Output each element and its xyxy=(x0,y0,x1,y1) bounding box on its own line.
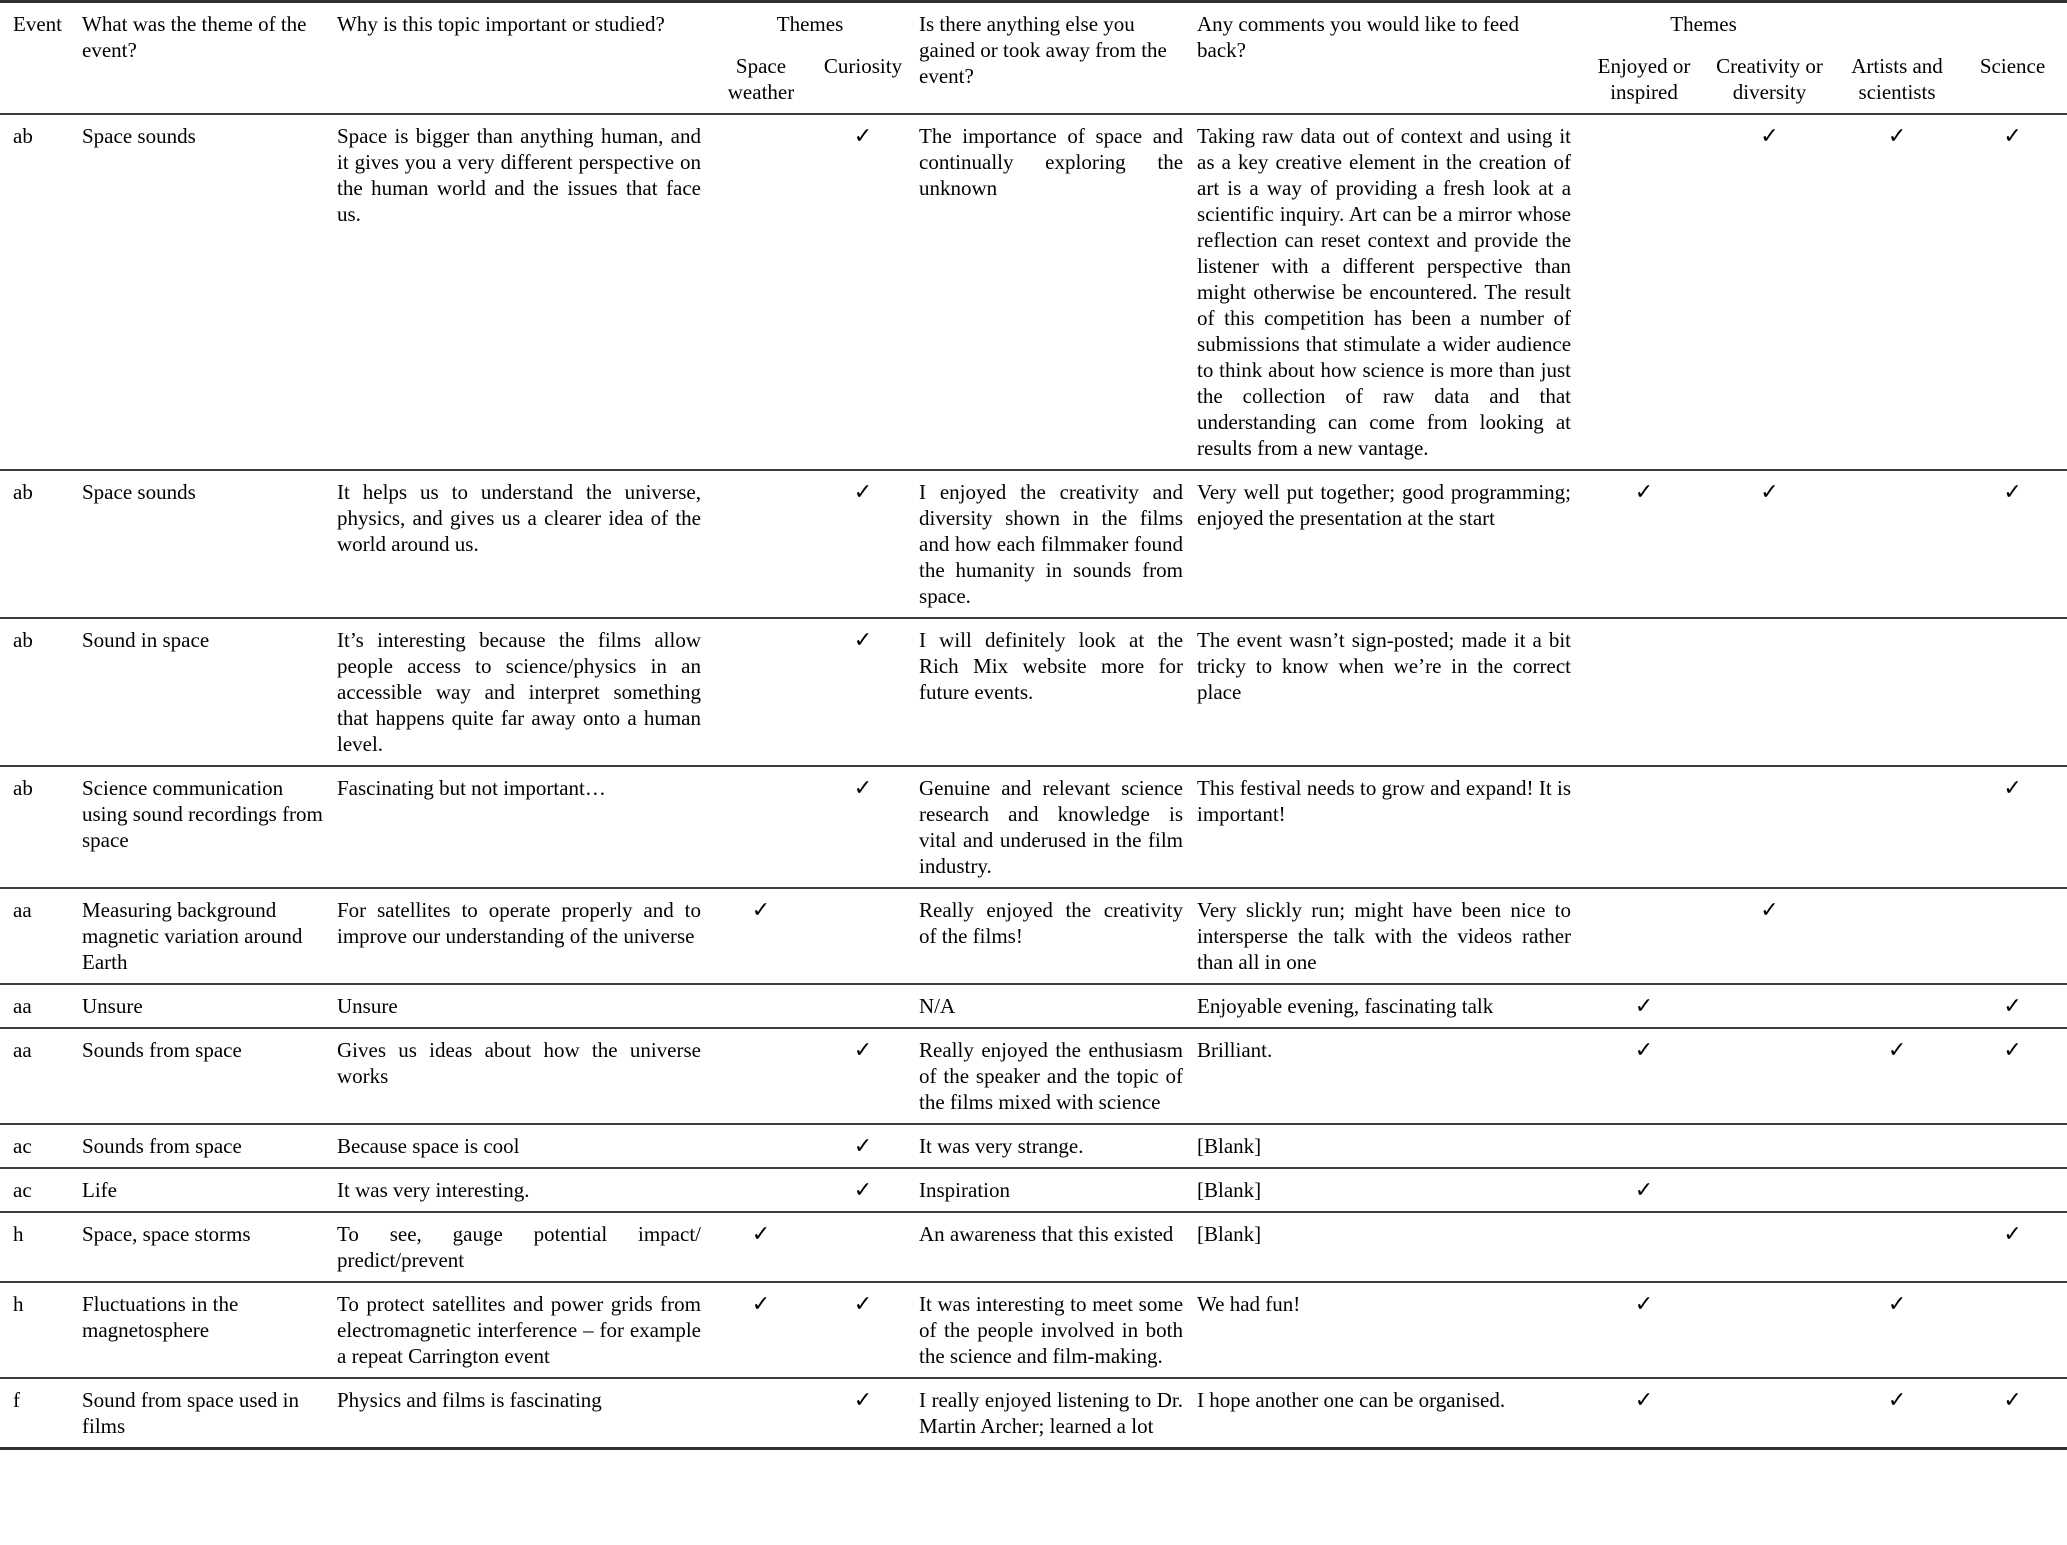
curiosity-checkmark-cell: ✓ xyxy=(853,775,873,800)
column-header-space-weather: Space weather xyxy=(727,54,795,104)
theme-cell: Unsure xyxy=(82,994,143,1018)
why-important-cell: Unsure xyxy=(337,994,398,1018)
table-row xyxy=(0,1168,2067,1212)
science-checkmark-cell: ✓ xyxy=(2003,479,2022,504)
space-weather-checkmark-cell: ✓ xyxy=(751,1291,771,1316)
table-row xyxy=(0,1378,2067,1449)
gained-cell: Genuine and relevant science research and knowledge is vital and underused in the film industry. xyxy=(919,776,1184,878)
artists-checkmark-cell: ✓ xyxy=(1887,1291,1907,1316)
creativity-checkmark-cell: ✓ xyxy=(1760,479,1779,504)
space-weather-checkmark-cell xyxy=(715,1124,807,1168)
space-weather-checkmark-cell: ✓ xyxy=(751,897,771,922)
artists-checkmark-cell xyxy=(1836,1124,1958,1168)
table-row xyxy=(0,618,2067,766)
why-important-cell: It was very interesting. xyxy=(337,1178,530,1202)
comments-cell: [Blank] xyxy=(1197,1222,1262,1246)
curiosity-checkmark-cell: ✓ xyxy=(853,1177,873,1202)
creativity-checkmark-cell: ✓ xyxy=(1760,897,1779,922)
gained-cell: Really enjoyed the enthusiasm of the speaker and the topic of the films mixed with science xyxy=(919,1038,1184,1114)
comments-cell: Very slickly run; might have been nice to intersperse the talk with the videos rather than all in one xyxy=(1197,898,1572,974)
event-code-cell: ac xyxy=(13,1134,32,1158)
event-code-cell: ac xyxy=(13,1178,32,1202)
artists-checkmark-cell xyxy=(1836,1168,1958,1212)
column-header-comments: Any comments you would like to feed back? xyxy=(1197,12,1519,62)
science-checkmark-cell: ✓ xyxy=(2003,993,2022,1018)
comments-cell: Enjoyable evening, fascinating talk xyxy=(1197,994,1494,1018)
gained-cell: Inspiration xyxy=(919,1178,1010,1202)
event-code-cell: f xyxy=(13,1388,20,1412)
artists-checkmark-cell xyxy=(1836,470,1958,618)
column-header-enjoyed: Enjoyed or inspired xyxy=(1597,54,1691,104)
science-checkmark-cell: ✓ xyxy=(2003,1387,2022,1412)
theme-cell: Sound in space xyxy=(82,628,210,652)
comments-cell: Very well put together; good programming; enjoyed the presentation at the start xyxy=(1197,480,1572,530)
event-code-cell: ab xyxy=(13,124,33,148)
why-important-cell: Space is bigger than anything human, and it gives you a very different perspective on the human world and the issues that face us. xyxy=(337,124,701,226)
why-important-cell: For satellites to operate properly and to improve our understanding of the universe xyxy=(337,898,701,948)
enjoyed-checkmark-cell: ✓ xyxy=(1634,1291,1654,1316)
artists-checkmark-cell: ✓ xyxy=(1887,1037,1907,1062)
theme-cell: Measuring background magnetic variation around Earth xyxy=(82,898,303,974)
theme-cell: Science communication using sound recordings from space xyxy=(82,776,323,852)
comments-cell: Taking raw data out of context and using it as a key creative element in the creation of art is a way of providing a fresh look at a scientific inquiry. Art can be a mirror whose reflection can reset context and provide the listener with a different perspective than might otherwise be encountered. The result of this competition has been a number of submissions that stimulate a wider audience to think about how science is more than just the collection of raw data and that understanding can come from looking at results from a new vantage. xyxy=(1197,124,1572,460)
comments-cell: The event wasn’t sign-posted; made it a bit tricky to know when we’re in the correct place xyxy=(1197,628,1572,704)
artists-checkmark-cell xyxy=(1836,888,1958,984)
artists-checkmark-cell: ✓ xyxy=(1887,1387,1907,1412)
column-header-creativity: Creativity or diversity xyxy=(1716,54,1823,104)
science-checkmark-cell xyxy=(1958,1168,2067,1212)
event-code-cell: ab xyxy=(13,480,33,504)
space-weather-checkmark-cell xyxy=(715,984,807,1028)
science-checkmark-cell xyxy=(1958,618,2067,766)
space-weather-checkmark-cell xyxy=(715,1028,807,1124)
table-header xyxy=(0,2,2067,115)
table-row xyxy=(0,1124,2067,1168)
table-row xyxy=(0,888,2067,984)
enjoyed-checkmark-cell xyxy=(1585,888,1703,984)
enjoyed-checkmark-cell: ✓ xyxy=(1634,479,1654,504)
comments-cell: This festival needs to grow and expand! It is important! xyxy=(1197,776,1572,826)
event-code-cell: aa xyxy=(13,1038,32,1062)
group-header-spacer xyxy=(1836,2,2067,46)
gained-cell: The importance of space and continually exploring the unknown xyxy=(919,124,1184,200)
gained-cell: An awareness that this existed xyxy=(919,1222,1174,1246)
why-important-cell: Physics and films is fascinating xyxy=(337,1388,602,1412)
group-header-themes-left: Themes xyxy=(776,12,844,36)
gained-cell: N/A xyxy=(919,994,956,1018)
enjoyed-checkmark-cell xyxy=(1585,1124,1703,1168)
science-checkmark-cell xyxy=(1958,888,2067,984)
creativity-checkmark-cell xyxy=(1703,1124,1836,1168)
curiosity-checkmark-cell: ✓ xyxy=(853,1387,873,1412)
artists-checkmark-cell xyxy=(1836,766,1958,888)
gained-cell: Really enjoyed the creativity of the films! xyxy=(919,898,1184,948)
creativity-checkmark-cell xyxy=(1703,1212,1836,1282)
science-checkmark-cell xyxy=(1958,1282,2067,1378)
why-important-cell: Fascinating but not important… xyxy=(337,776,606,800)
enjoyed-checkmark-cell xyxy=(1585,766,1703,888)
artists-checkmark-cell xyxy=(1836,1212,1958,1282)
creativity-checkmark-cell xyxy=(1703,766,1836,888)
space-weather-checkmark-cell xyxy=(715,114,807,470)
gained-cell: It was interesting to meet some of the people involved in both the science and film-making. xyxy=(919,1292,1184,1368)
comments-cell: Brilliant. xyxy=(1197,1038,1273,1062)
theme-cell: Space sounds xyxy=(82,480,196,504)
column-header-gained: Is there anything else you gained or took away from the event? xyxy=(919,12,1167,88)
curiosity-checkmark-cell: ✓ xyxy=(853,479,873,504)
creativity-checkmark-cell xyxy=(1703,1028,1836,1124)
enjoyed-checkmark-cell xyxy=(1585,618,1703,766)
column-header-why: Why is this topic important or studied? xyxy=(337,12,665,36)
column-header-science: Science xyxy=(1979,54,2046,78)
space-weather-checkmark-cell xyxy=(715,618,807,766)
science-checkmark-cell: ✓ xyxy=(2003,1221,2022,1246)
comments-cell: [Blank] xyxy=(1197,1134,1262,1158)
science-checkmark-cell: ✓ xyxy=(2003,123,2022,148)
why-important-cell: It’s interesting because the films allow people access to science/physics in an accessible way and interpret something that happens quite far away onto a human level. xyxy=(337,628,701,756)
creativity-checkmark-cell xyxy=(1703,1282,1836,1378)
gained-cell: I enjoyed the creativity and diversity shown in the films and how each filmmaker found the humanity in sounds from space. xyxy=(919,480,1184,608)
space-weather-checkmark-cell xyxy=(715,1378,807,1449)
table-row xyxy=(0,1028,2067,1124)
enjoyed-checkmark-cell: ✓ xyxy=(1634,1387,1654,1412)
space-weather-checkmark-cell: ✓ xyxy=(751,1221,771,1246)
creativity-checkmark-cell xyxy=(1703,984,1836,1028)
comments-cell: We had fun! xyxy=(1197,1292,1301,1316)
event-code-cell: ab xyxy=(13,628,33,652)
enjoyed-checkmark-cell xyxy=(1585,1212,1703,1282)
space-weather-checkmark-cell xyxy=(715,766,807,888)
table-row xyxy=(0,1212,2067,1282)
column-header-event: Event xyxy=(13,12,62,36)
curiosity-checkmark-cell xyxy=(807,888,919,984)
event-code-cell: h xyxy=(13,1292,24,1316)
creativity-checkmark-cell xyxy=(1703,1168,1836,1212)
creativity-checkmark-cell: ✓ xyxy=(1760,123,1779,148)
table-body xyxy=(0,114,2067,1449)
artists-checkmark-cell xyxy=(1836,984,1958,1028)
space-weather-checkmark-cell xyxy=(715,470,807,618)
group-header-themes-right: Themes xyxy=(1670,12,1737,36)
curiosity-checkmark-cell: ✓ xyxy=(853,123,873,148)
event-code-cell: h xyxy=(13,1222,24,1246)
gained-cell: It was very strange. xyxy=(919,1134,1084,1158)
curiosity-checkmark-cell xyxy=(807,984,919,1028)
event-code-cell: aa xyxy=(13,898,32,922)
curiosity-checkmark-cell: ✓ xyxy=(853,1037,873,1062)
theme-cell: Space sounds xyxy=(82,124,196,148)
curiosity-checkmark-cell xyxy=(807,1212,919,1282)
why-important-cell: Gives us ideas about how the universe works xyxy=(337,1038,701,1088)
column-header-artists: Artists and scientists xyxy=(1851,54,1943,104)
table-row xyxy=(0,984,2067,1028)
theme-cell: Life xyxy=(82,1178,117,1202)
gained-cell: I really enjoyed listening to Dr. Martin Archer; learned a lot xyxy=(919,1388,1184,1438)
column-header-curiosity: Curiosity xyxy=(823,54,903,78)
science-checkmark-cell: ✓ xyxy=(2003,1037,2022,1062)
theme-cell: Space, space storms xyxy=(82,1222,251,1246)
science-checkmark-cell: ✓ xyxy=(2003,775,2022,800)
theme-cell: Fluctuations in the magnetosphere xyxy=(82,1292,239,1342)
table-row xyxy=(0,1282,2067,1378)
enjoyed-checkmark-cell xyxy=(1585,114,1703,470)
table-row xyxy=(0,766,2067,888)
event-code-cell: aa xyxy=(13,994,32,1018)
space-weather-checkmark-cell xyxy=(715,1168,807,1212)
comments-cell: [Blank] xyxy=(1197,1178,1262,1202)
enjoyed-checkmark-cell: ✓ xyxy=(1634,1037,1654,1062)
column-header-theme: What was the theme of the event? xyxy=(82,12,307,62)
curiosity-checkmark-cell: ✓ xyxy=(853,1133,873,1158)
creativity-checkmark-cell xyxy=(1703,1378,1836,1449)
theme-cell: Sound from space used in films xyxy=(82,1388,299,1438)
table-row xyxy=(0,114,2067,470)
comments-cell: I hope another one can be organised. xyxy=(1197,1388,1506,1412)
enjoyed-checkmark-cell: ✓ xyxy=(1634,1177,1654,1202)
enjoyed-checkmark-cell: ✓ xyxy=(1634,993,1654,1018)
table-row xyxy=(0,470,2067,618)
artists-checkmark-cell: ✓ xyxy=(1887,123,1907,148)
theme-cell: Sounds from space xyxy=(82,1134,242,1158)
curiosity-checkmark-cell: ✓ xyxy=(853,1291,873,1316)
why-important-cell: Because space is cool xyxy=(337,1134,520,1158)
artists-checkmark-cell xyxy=(1836,618,1958,766)
creativity-checkmark-cell xyxy=(1703,618,1836,766)
header-row-main xyxy=(0,2,2067,46)
theme-cell: Sounds from space xyxy=(82,1038,242,1062)
science-checkmark-cell xyxy=(1958,1124,2067,1168)
why-important-cell: It helps us to understand the universe, physics, and gives us a clearer idea of the world around us. xyxy=(337,480,701,556)
why-important-cell: To see, gauge potential impact/ predict/prevent xyxy=(337,1222,701,1272)
why-important-cell: To protect satellites and power grids from electromagnetic interference – for example a repeat Carrington event xyxy=(337,1292,701,1368)
curiosity-checkmark-cell: ✓ xyxy=(853,627,873,652)
event-code-cell: ab xyxy=(13,776,33,800)
gained-cell: I will definitely look at the Rich Mix website more for future events. xyxy=(919,628,1184,704)
